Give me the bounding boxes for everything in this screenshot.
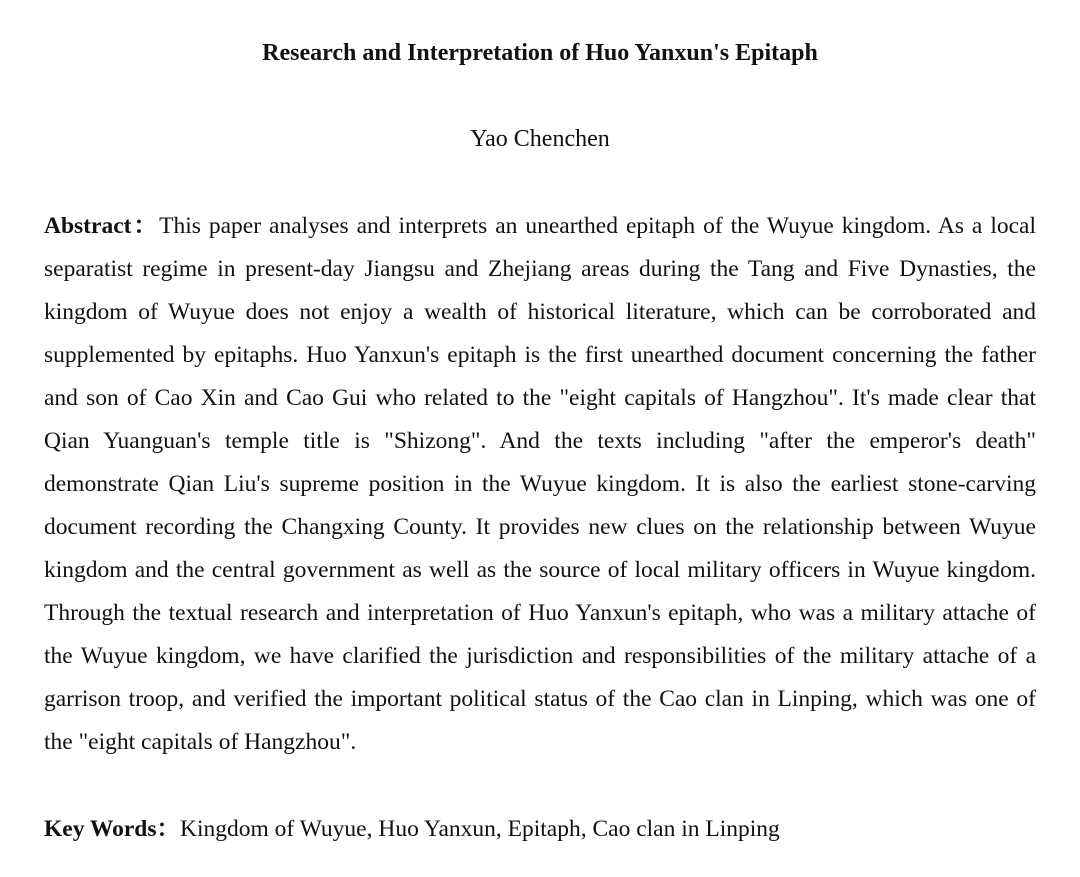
- keywords-label: Key Words：: [44, 816, 181, 842]
- abstract-label: Abstract：: [44, 213, 160, 239]
- paper-author: Yao Chenchen: [470, 126, 610, 152]
- keywords-paragraph: [44, 808, 1036, 851]
- abstract-text: This paper analyses and interprets an unearthed epitaph of the Wuyue kingdom. As a local separatist regime in present-day Jiangsu and Zhejiang areas during the Tang and Five Dynasties, the kingdom of Wuyue does not enjoy a wealth of historical literature, which can be corroborated and supplemented by epitaphs. Huo Yanxun's epitaph is the first unearthed document concerning the father and son of Cao Xin and Cao Gui who related to the "eight capitals of Hangzhou". It's made clear that Qian Yuanguan's temple title is "Shizong". And the texts including "after the emperor's death" demonstrate Qian Liu's supreme position in the Wuyue kingdom. It is also the earliest stone-carving document recording the Changxing County. It provides new clues on the relationship between Wuyue kingdom and the central government as well as the source of local military officers in Wuyue kingdom. Through the textual research and interpretation of Huo Yanxun's epitaph, who was a military attache of the Wuyue kingdom, we have clarified the jurisdiction and responsibilities of the military attache of a garrison troop, and verified the important political status of the Cao clan in Linping, which was one of the "eight capitals of Hangzhou".: [44, 213, 1036, 755]
- keywords-text: Kingdom of Wuyue, Huo Yanxun, Epitaph, Cao clan in Linping: [180, 816, 780, 842]
- paper-title: Research and Interpretation of Huo Yanxun's Epitaph: [262, 40, 818, 66]
- abstract-paragraph: [44, 205, 1036, 764]
